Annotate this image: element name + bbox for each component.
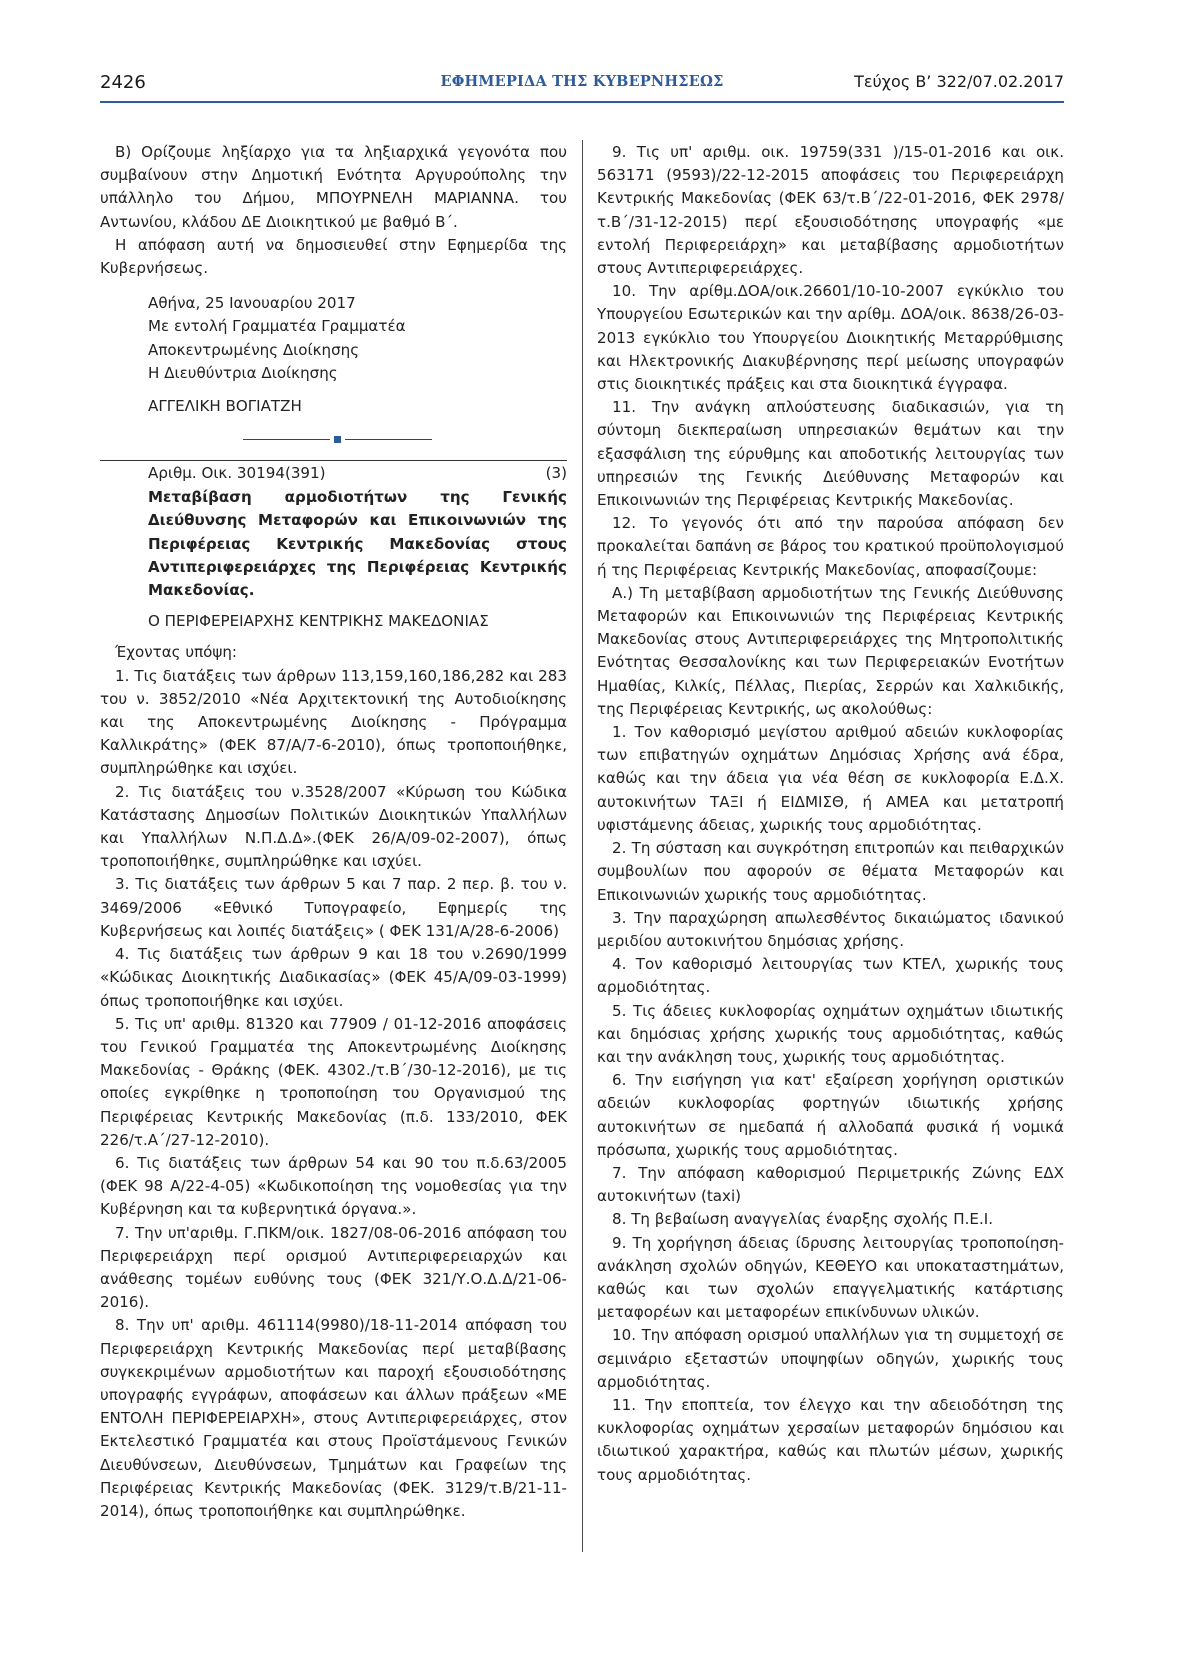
signatory-name: ΑΓΓΕΛΙΚΗ ΒΟΓΙΑΤΖΗ bbox=[148, 397, 302, 416]
page-header bbox=[100, 72, 1064, 100]
signature-line: Με εντολή Γραμματέα Γραμματέα bbox=[148, 317, 406, 336]
body-paragraph: 5. Τις άδειες κυκλοφορίας οχημάτων οχημάτων ιδιωτικής και δημόσιας χρήσης χωρικής τους αρμοδιότητας, καθώς και την ανάκληση τους, χωρικής τους αρμοδιότητας. bbox=[597, 1001, 1064, 1066]
body-paragraph: 8. Την υπ' αριθμ. 461114(9980)/18-11-2014 απόφαση του Περιφερειάρχη Κεντρικής Μακεδονίας περί μεταβίβασης συγκεκριμένων αρμοδιοτήτων και παροχή εξουσιοδότησης υπογραφής εγγράφων, αποφάσεων και άλλων πράξεων «ΜΕ ΕΝΤΟΛΗ ΠΕΡΙΦΕΡΕΙΑΡΧΗ», στους Αντιπεριφερειάρχες, στον Εκτελεστικό Γραμματέα και στους Προϊστάμενους Γενικών Διευθύνσεων, Διευθύνσεων, Τμημάτων και Γραφείων της Περιφέρειας Κεντρικής Μακεδονίας (ΦΕΚ. 3129/τ.Β/21-11-2014), όπως τροποποιήθηκε και συμπληρώθηκε. bbox=[100, 1316, 567, 1520]
body-paragraph: 4. Τις διατάξεις των άρθρων 9 και 18 του ν.2690/1999 «Κώδικας Διοικητικής Διαδικασίας» (ΦΕΚ 45/Α/09-03-1999) όπως τροποποιήθηκε και ισχύει. bbox=[100, 945, 567, 1010]
body-paragraph: 2. Τη σύσταση και συγκρότηση επιτροπών και πειθαρχικών συμβουλίων που αφορούν σε θέματα Μεταφορών και Επικοινωνιών χωρικής τους αρμοδιότητας. bbox=[597, 839, 1064, 904]
body-paragraph: 9. Τις υπ' αριθμ. οικ. 19759(331 )/15-01-2016 και οικ. 563171 (9593)/22-12-2015 αποφάσεις του Περιφερειάρχη Κεντρικής Μακεδονίας (ΦΕΚ 63/τ.Β΄/22-01-2016, ΦΕΚ 2978/τ.Β΄/31-12-2015) περί εξουσιοδότησης υπογραφής «με εντολή Περιφερειάρχη» και μεταβίβασης αρμοδιοτήτων στους Αντιπεριφερειάρχες. bbox=[597, 143, 1064, 278]
header-rule bbox=[100, 101, 1064, 103]
body-paragraph: 1. Τις διατάξεις των άρθρων 113,159,160,186,282 και 283 του ν. 3852/2010 «Νέα Αρχιτεκτονική της Αυτοδιοίκησης και της Αποκεντρωμένης Διοίκησης - Πρόγραμμα Καλλικράτης» (ΦΕΚ 87/Α/7-6-2010), όπως τροποποιήθηκε, συμπληρώθηκε και ισχύει. bbox=[100, 666, 567, 778]
body-paragraph: Α.) Τη μεταβίβαση αρμοδιοτήτων της Γενικής Διεύθυνσης Μεταφορών και Επικοινωνιών της Περιφέρειας Κεντρικής Μακεδονίας στους Αντιπεριφερειάρχες της Μητροπολιτικής Ενότητας Θεσσαλονίκης και των Περιφερειακών Ενοτήτων Ημαθίας, Κιλκίς, Πέλλας, Πιερίας, Σερρών και Χαλκιδικής, της Περιφέρειας Κεντρικής, ως ακολούθως: bbox=[597, 583, 1064, 718]
body-paragraph: 10. Την αρίθμ.ΔΟΑ/οικ.26601/10-10-2007 εγκύκλιο του Υπουργείου Εσωτερικών και την αρίθμ. ΔΟΑ/οικ. 8638/26-03-2013 εγκύκλιο του Υπουργείου Διοικητικής Μεταρρύθμισης και Ηλεκτρονικής Διακυβέρνησης περί μείωσης υπογραφών στις διοικητικές πράξεις και στα διοικητικά έγγραφα. bbox=[597, 282, 1064, 394]
section-divider bbox=[100, 418, 567, 460]
body-paragraph: 9. Τη χορήγηση άδειας ίδρυσης λειτουργίας τροποποίηση-ανάκληση σχολών οδηγών, ΚΕΘΕΥΟ και υποκαταστημάτων, καθώς και των σχολών επαγγελματικής κατάρτισης μεταφορέων και μεταφορέων επικίνδυνων υλικών. bbox=[597, 1233, 1064, 1322]
column-divider bbox=[582, 140, 583, 1552]
intro-paragraph: Β) Ορίζουμε ληξίαρχο για τα ληξιαρχικά γεγονότα που συμβαίνουν στην Δημοτική Ενότητα Αργυρούπολης την υπάλληλο του Δήμου, ΜΠΟΥΡΝΕΛΗ ΜΑΡΙΑΝΝΑ. του Αντωνίου, κλάδου ΔΕ Διοικητικού με βαθμό Β΄. bbox=[100, 143, 567, 231]
divider-line bbox=[345, 439, 432, 440]
divider-square-icon bbox=[334, 436, 341, 443]
body-paragraph: 4. Τον καθορισμό λειτουργίας των ΚΤΕΛ, χωρικής τους αρμοδιότητας. bbox=[597, 955, 1064, 997]
decision-subject: Μεταβίβαση αρμοδιοτήτων της Γενικής Διεύθυνσης Μεταφορών και Επικοινωνιών της Περιφέρειας Κεντρικής Μακεδονίας στους Αντιπεριφερειάρχες της Περιφέρειας Κεντρικής Μακεδονίας. bbox=[148, 488, 567, 600]
body-paragraph: 6. Τις διατάξεις των άρθρων 54 και 90 του π.δ.63/2005 (ΦΕΚ 98 Α/22-4-05) «Κωδικοποίηση της νομοθεσίας για την Κυβέρνηση και τα κυβερνητικά όργανα.». bbox=[100, 1153, 567, 1219]
decision-authority: Ο ΠΕΡΙΦΕΡΕΙΑΡΧΗΣ ΚΕΝΤΡΙΚΗΣ ΜΑΚΕΔΟΝΙΑΣ bbox=[148, 612, 489, 631]
body-paragraph: 11. Την ανάγκη απλούστευσης διαδικασιών, για τη σύντομη διεκπεραίωση υπηρεσιακών θεμάτων και την εξασφάλιση της εύρυθμης και αποδοτικής λειτουργίας των υπηρεσιών της Γενικής Διεύθυνσης Μεταφορών και Επικοινωνιών της Περιφέρειας Κεντρικής Μακεδονίας. bbox=[597, 398, 1064, 510]
body-paragraph: 10. Την απόφαση ορισμού υπαλλήλων για τη συμμετοχή σε σεμινάριο εξεταστών υποψηφίων οδηγών, χωρικής τους αρμοδιότητας. bbox=[597, 1326, 1064, 1391]
divider-line bbox=[243, 439, 330, 440]
decision-rule bbox=[100, 460, 567, 461]
page-number: 2426 bbox=[100, 72, 146, 93]
body-paragraph: 11. Την εποπτεία, τον έλεγχο και την αδειοδότηση της κυκλοφορίας οχημάτων χερσαίων μεταφορών δημόσιου και ιδιωτικού χαρακτήρα, καθώς και πλωτών μέσων, χωρικής τους αρμοδιότητας. bbox=[597, 1395, 1064, 1484]
signature-place-date: Αθήνα, 25 Ιανουαρίου 2017 bbox=[148, 294, 356, 313]
body-paragraph: 5. Τις υπ' αριθμ. 81320 και 77909 / 01-12-2016 αποφάσεις του Γενικού Γραμματέα της Αποκεντρωμένης Διοίκησης Μακεδονίας - Θράκης (ΦΕΚ. 4302./τ.Β΄/30-12-2016), με τις οποίες εγκρίθηκε η τροποποίηση του Οργανισμού της Περιφέρειας Κεντρικής Μακεδονίας (π.δ. 133/2010, ΦΕΚ 226/τ.Α΄/27-12-2010). bbox=[100, 1014, 567, 1149]
body-paragraph: 2. Τις διατάξεις του ν.3528/2007 «Κύρωση του Κώδικα Κατάστασης Δημοσίων Πολιτικών Διοικητικών Υπαλλήλων και Υπαλλήλων Ν.Π.Δ.Δ».(ΦΕΚ 26/Α/09-02-2007), όπως τροποποιήθηκε, συμπληρώθηκε και ισχύει. bbox=[100, 782, 567, 871]
body-paragraph: 1. Τον καθορισμό μεγίστου αριθμού αδειών κυκλοφορίας των επιβατηγών οχημάτων Δημόσιας Χρήσης ανά έδρα, καθώς και την άδεια για νέα θέση σε κυκλοφορία Ε.Δ.Χ. αυτοκινήτων ΤΑΞΙ ή ΕΙΔΜΙΣΘ, ή ΑΜΕΑ και μετατροπή υφιστάμενης άδειας, χωρικής τους αρμοδιότητας. bbox=[597, 723, 1064, 834]
intro-paragraph: Η απόφαση αυτή να δημοσιευθεί στην Εφημερίδα της Κυβερνήσεως. bbox=[100, 235, 567, 278]
decision-header bbox=[100, 460, 567, 486]
right-column bbox=[597, 141, 1064, 1487]
signature-line: Αποκεντρωμένης Διοίκησης bbox=[148, 340, 360, 359]
body-paragraph: 8. Τη βεβαίωση αναγγελίας έναρξης σχολής Π.Ε.Ι. bbox=[612, 1210, 993, 1229]
body-paragraph: Έχοντας υπόψη: bbox=[115, 643, 238, 662]
body-paragraph: 7. Την υπ'αριθμ. Γ.ΠΚΜ/οικ. 1827/08-06-2016 απόφαση του Περιφερειάρχη περί ορισμού Αντιπεριφερειαρχών και ανάθεσης τομέων ευθύνης τους (ΦΕΚ 321/Υ.Ο.Δ.Δ/21-06-2016). bbox=[100, 1223, 567, 1312]
body-paragraph: 7. Την απόφαση καθορισμού Περιμετρικής Ζώνης ΕΔΧ αυτοκινήτων (taxi) bbox=[597, 1163, 1064, 1206]
decision-index: (3) bbox=[545, 464, 567, 483]
decision-number: Αριθμ. Οικ. 30194(391) bbox=[148, 464, 326, 483]
left-column bbox=[100, 141, 567, 1523]
signature-line: Η Διευθύντρια Διοίκησης bbox=[148, 363, 338, 382]
gazette-title: ΕΦΗΜΕΡΙΔΑ ΤΗΣ ΚΥΒΕΡΝΗΣΕΩΣ bbox=[440, 73, 724, 90]
body-paragraph: 6. Την εισήγηση για κατ' εξαίρεση χορήγηση οριστικών αδειών κυκλοφορίας φορτηγών ιδιωτικής χρήσης αυτοκινήτων σε ημεδαπά ή αλλοδαπά φυσικά ή νομικά πρόσωπα, χωρικής τους αρμοδιότητας. bbox=[597, 1071, 1064, 1159]
body-paragraph: 12. Το γεγονός ότι από την παρούσα απόφαση δεν προκαλείται δαπάνη σε βάρος του κρατικού προϋπολογισμού ή της Περιφέρειας Κεντρικής Μακεδονίας, αποφασίζουμε: bbox=[597, 514, 1064, 579]
body-paragraph: 3. Τις διατάξεις των άρθρων 5 και 7 παρ. 2 περ. β. του ν. 3469/2006 «Εθνικό Τυπογραφείο, Εφημερίς της Κυβερνήσεως και λοιπές διατάξεις» ( ΦΕΚ 131/Α/28-6-2006) bbox=[100, 875, 567, 940]
issue-info: Τεύχος Β’ 322/07.02.2017 bbox=[854, 72, 1064, 91]
body-paragraph: 3. Την παραχώρηση απωλεσθέντος δικαιώματος ιδανικού μεριδίου αυτοκινήτου δημόσιας χρήσης. bbox=[597, 908, 1064, 950]
